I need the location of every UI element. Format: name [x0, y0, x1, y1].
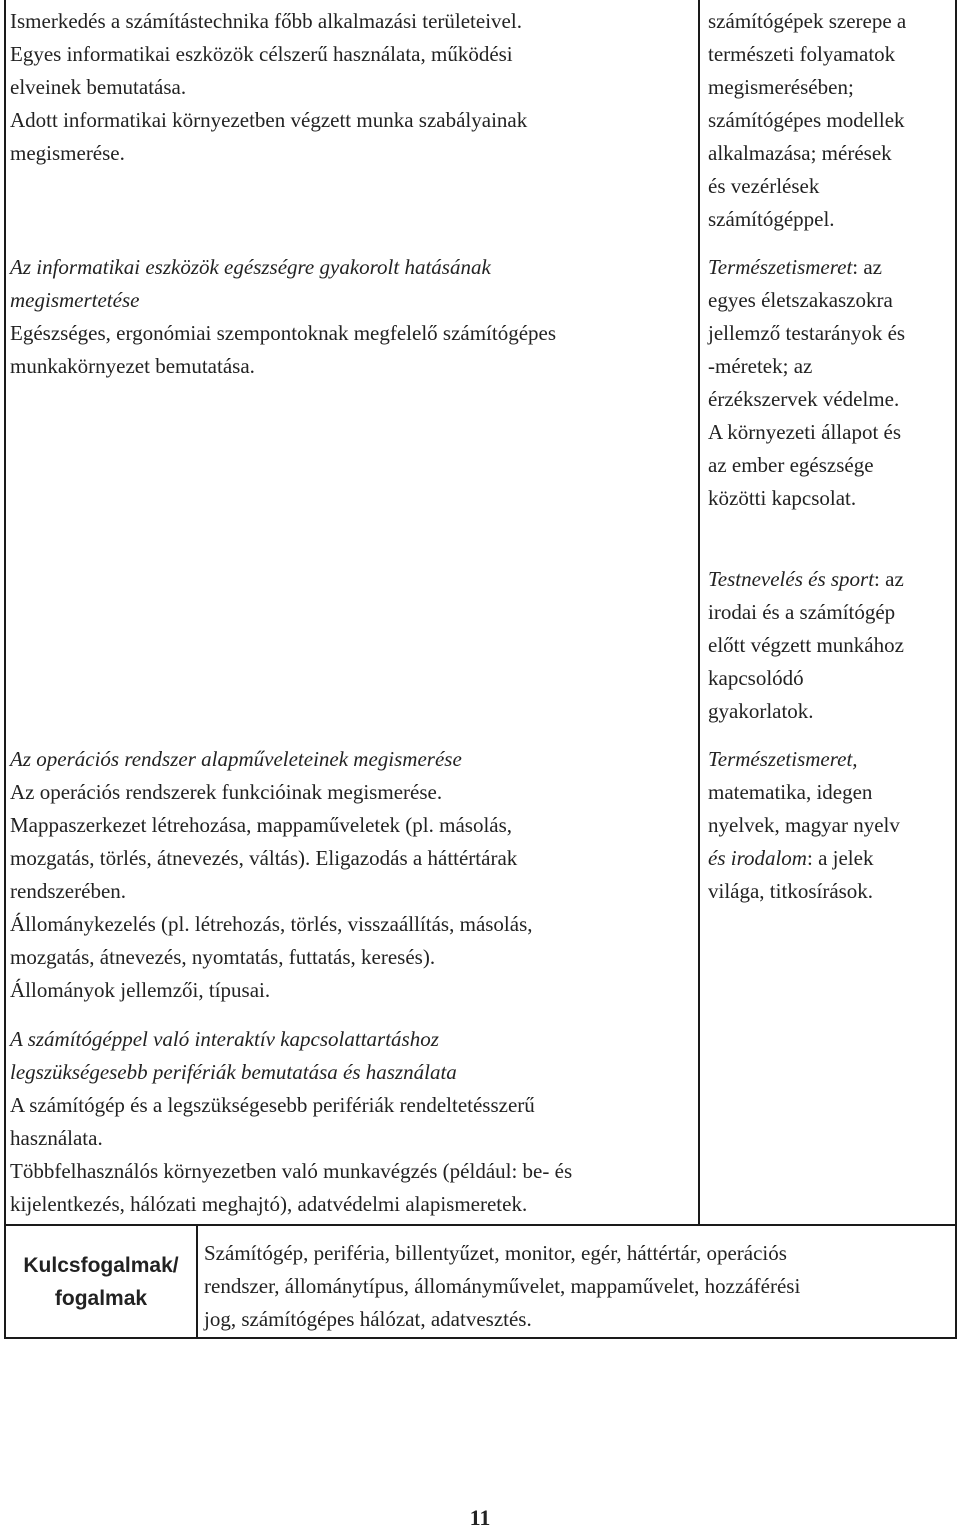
text-line: rendszer, állománytípus, állományművelet, mappaművelet, hozzáférési: [204, 1274, 801, 1298]
text-line: [708, 842, 954, 875]
text-line: Többfelhasználós környezetben való munkavégzés (például: be- és: [10, 1159, 573, 1183]
text-line: mozgatás, törlés, átnevezés, váltás). Eligazodás a háttértárak: [10, 846, 518, 870]
text-line: az ember egészsége: [708, 453, 874, 477]
text-line: Adott informatikai környezetben végzett munka szabályainak: [10, 108, 528, 132]
key-concepts-label: [6, 1228, 196, 1336]
text-line: -méretek; az: [708, 354, 813, 378]
text-line: Mappaszerkezet létrehozása, mappaműveletek (pl. másolás,: [10, 813, 513, 837]
left-block-peripherals: [10, 1023, 696, 1221]
column-divider: [698, 0, 700, 1226]
right-block-nature-studies: [708, 251, 954, 515]
left-block-intro: [10, 5, 696, 170]
section-heading: legszükségesebb perifériák bemutatása és használata: [10, 1060, 457, 1084]
section-heading: A számítógéppel való interaktív kapcsolattartáshoz: [10, 1027, 439, 1051]
text-line: rendszerében.: [10, 879, 127, 903]
text-line: munkakörnyezet bemutatása.: [10, 354, 255, 378]
key-concepts-text: [204, 1237, 954, 1336]
subject-name: Természetismeret,: [708, 747, 858, 771]
left-block-health: [10, 251, 696, 383]
text-line: megismerése.: [10, 141, 125, 165]
section-heading: megismertetése: [10, 288, 140, 312]
key-concepts-label-line: Kulcsfogalmak/: [23, 1254, 179, 1277]
text-line: megismerésében;: [708, 75, 854, 99]
text-line: jog, számítógépes hálózat, adatvesztés.: [204, 1307, 532, 1331]
text-line: Az operációs rendszerek funkcióinak megismerése.: [10, 780, 443, 804]
text-line: előtt végzett munkához: [708, 633, 904, 657]
text-line: használata.: [10, 1126, 103, 1150]
left-block-os: [10, 743, 696, 1007]
table-border-right: [955, 0, 957, 1339]
text-line: Egyes informatikai eszközök célszerű használata, működési: [10, 42, 513, 66]
text-line: érzékszervek védelme.: [708, 387, 900, 411]
text-line: Állományok jellemzői, típusai.: [10, 978, 271, 1002]
text-line: nyelvek, magyar nyelv: [708, 813, 900, 837]
text-line: [708, 563, 954, 596]
text-line: egyes életszakaszokra: [708, 288, 893, 312]
subject-name: és irodalom: [708, 846, 807, 870]
subject-name: Testnevelés és sport: [708, 567, 875, 591]
text-line: természeti folyamatok: [708, 42, 896, 66]
text-line: gyakorlatok.: [708, 699, 814, 723]
text-line: mozgatás, átnevezés, nyomtatás, futtatás, keresés).: [10, 945, 436, 969]
text-fragment: : a jelek: [806, 846, 874, 870]
text-line: számítógépes modellek: [708, 108, 905, 132]
text-line: [708, 251, 954, 284]
text-line: matematika, idegen: [708, 780, 873, 804]
key-concepts-divider: [196, 1226, 198, 1339]
right-block-science-role: [708, 5, 954, 236]
text-line: irodai és a számítógép: [708, 600, 896, 624]
text-line: számítógéppel.: [708, 207, 835, 231]
text-line: kijelentkezés, hálózati meghajtó), adatvédelmi alapismeretek.: [10, 1192, 528, 1216]
page-number: 11: [469, 1505, 491, 1530]
text-fragment: : az: [874, 567, 904, 591]
text-line: Számítógép, periféria, billentyűzet, monitor, egér, háttértár, operációs: [204, 1241, 787, 1265]
subject-name: Természetismeret: [708, 255, 853, 279]
text-fragment: : az: [852, 255, 883, 279]
text-line: közötti kapcsolat.: [708, 486, 857, 510]
text-line: kapcsolódó: [708, 666, 804, 690]
table-border-bottom: [4, 1337, 957, 1339]
text-line: Ismerkedés a számítástechnika főbb alkalmazási területeivel.: [10, 9, 522, 33]
text-line: Állománykezelés (pl. létrehozás, törlés, visszaállítás, másolás,: [10, 912, 533, 936]
text-line: és vezérlések: [708, 174, 820, 198]
text-line: világa, titkosírások.: [708, 879, 874, 903]
right-block-signs: [708, 743, 954, 908]
text-line: jellemző testarányok és: [708, 321, 906, 345]
text-line: számítógépek szerepe a: [708, 9, 907, 33]
section-heading: Az informatikai eszközök egészségre gyakorolt hatásának: [10, 255, 491, 279]
text-line: Egészséges, ergonómiai szempontoknak megfelelő számítógépes: [10, 321, 557, 345]
key-concepts-label-line: fogalmak: [54, 1287, 148, 1310]
right-block-pe: [708, 563, 954, 728]
text-line: A számítógép és a legszükségesebb perifériák rendeltetésszerű: [10, 1093, 535, 1117]
text-line: elveinek bemutatása.: [10, 75, 187, 99]
key-concepts-top-rule: [4, 1224, 957, 1226]
table-border-left: [4, 0, 6, 1339]
text-line: A környezeti állapot és: [708, 420, 902, 444]
section-heading: Az operációs rendszer alapműveleteinek megismerése: [10, 747, 462, 771]
text-line: alkalmazása; mérések: [708, 141, 892, 165]
